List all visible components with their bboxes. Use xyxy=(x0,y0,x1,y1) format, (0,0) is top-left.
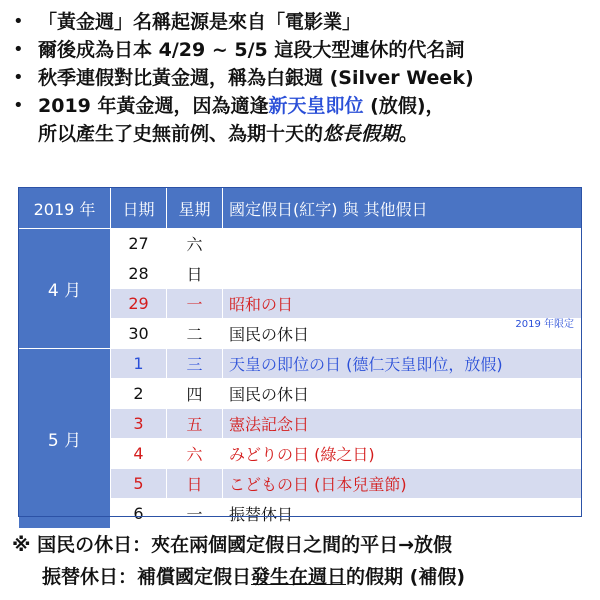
month-may: 5 月 xyxy=(19,349,111,529)
cell-date: 27 xyxy=(111,229,167,259)
bullet-marker: • xyxy=(13,67,24,88)
cell-date: 2 xyxy=(111,379,167,409)
cell-date: 6 xyxy=(111,499,167,529)
header-weekday: 星期 xyxy=(167,188,223,229)
bullet-marker: • xyxy=(13,95,24,116)
bullet-item xyxy=(0,92,600,120)
bullet-text: 所以產生了史無前例、為期十天的 xyxy=(38,123,324,145)
limited-note: 2019 年限定 xyxy=(515,319,574,330)
table-row xyxy=(19,349,583,379)
bullet-list xyxy=(0,8,600,148)
cell-weekday: 二 xyxy=(167,319,223,349)
bullet-text: 「黃金週」名稱起源是來自「電影業」 xyxy=(38,11,362,33)
cell-holiday xyxy=(223,229,583,259)
cell-weekday: 日 xyxy=(167,469,223,499)
cell-holiday: こどもの日 (日本兒童節) xyxy=(223,469,583,499)
bullet-text: 秋季連假對比黃金週，稱為白銀週 (Silver Week) xyxy=(38,67,474,89)
cell-holiday: 憲法記念日 xyxy=(223,409,583,439)
holiday-text: 国民の休日 xyxy=(229,325,310,344)
cell-weekday: 四 xyxy=(167,379,223,409)
cell-weekday: 五 xyxy=(167,409,223,439)
cell-weekday: 一 xyxy=(167,499,223,529)
cell-holiday-with-note xyxy=(223,319,583,349)
header-date: 日期 xyxy=(111,188,167,229)
table-row xyxy=(19,229,583,259)
cell-date: 1 xyxy=(111,349,167,379)
holiday-table xyxy=(18,187,583,529)
cell-date: 4 xyxy=(111,439,167,469)
cell-date: 30 xyxy=(111,319,167,349)
bullet-text: 爾後成為日本 4/29 ~ 5/5 這段大型連休的代名詞 xyxy=(38,39,465,61)
cell-holiday: 振替休日 xyxy=(223,499,583,529)
bullet-item xyxy=(0,36,600,64)
cell-weekday: 三 xyxy=(167,349,223,379)
cell-weekday: 六 xyxy=(167,439,223,469)
bullet-item xyxy=(0,64,600,92)
note-furikae-kyujitsu xyxy=(12,561,600,593)
bullet-text: 。 xyxy=(399,123,419,145)
cell-holiday: 国民の休日 xyxy=(223,379,583,409)
cell-date: 29 xyxy=(111,289,167,319)
bullet-item-continued xyxy=(0,120,600,148)
cell-date: 3 xyxy=(111,409,167,439)
highlight-long-holiday: 悠長假期 xyxy=(323,123,400,145)
bullet-marker: • xyxy=(13,11,24,32)
cell-date: 5 xyxy=(111,469,167,499)
header-holiday: 國定假日(紅字) 與 其他假日 xyxy=(223,188,583,229)
cell-holiday: みどりの日 (綠之日) xyxy=(223,439,583,469)
note-text: 的假期 (補假) xyxy=(346,566,466,588)
footnotes xyxy=(12,529,600,593)
note-text: 振替休日：補償國定假日 xyxy=(42,566,252,588)
bullet-marker: • xyxy=(13,39,24,60)
cell-holiday: 昭和の日 xyxy=(223,289,583,319)
highlight-new-emperor: 新天皇即位 xyxy=(268,95,364,117)
cell-weekday: 六 xyxy=(167,229,223,259)
bullet-text: (放假)， xyxy=(363,95,445,117)
header-year: 2019 年 xyxy=(19,188,111,229)
cell-weekday: 日 xyxy=(167,259,223,289)
holiday-table-container xyxy=(18,187,582,529)
note-underlined-text: 發生在週日 xyxy=(251,566,347,588)
cell-date: 28 xyxy=(111,259,167,289)
cell-holiday: 天皇の即位の日 (德仁天皇即位，放假) xyxy=(223,349,583,379)
bullet-item xyxy=(0,8,600,36)
month-april: 4 月 xyxy=(19,229,111,349)
note-kokumin-no-kyujitsu: ※ 国民の休日：夾在兩個國定假日之間的平日→放假 xyxy=(12,534,453,556)
cell-weekday: 一 xyxy=(167,289,223,319)
bullet-text: 2019 年黃金週，因為適逢 xyxy=(38,95,269,117)
cell-holiday xyxy=(223,259,583,289)
table-header-row xyxy=(19,188,583,229)
